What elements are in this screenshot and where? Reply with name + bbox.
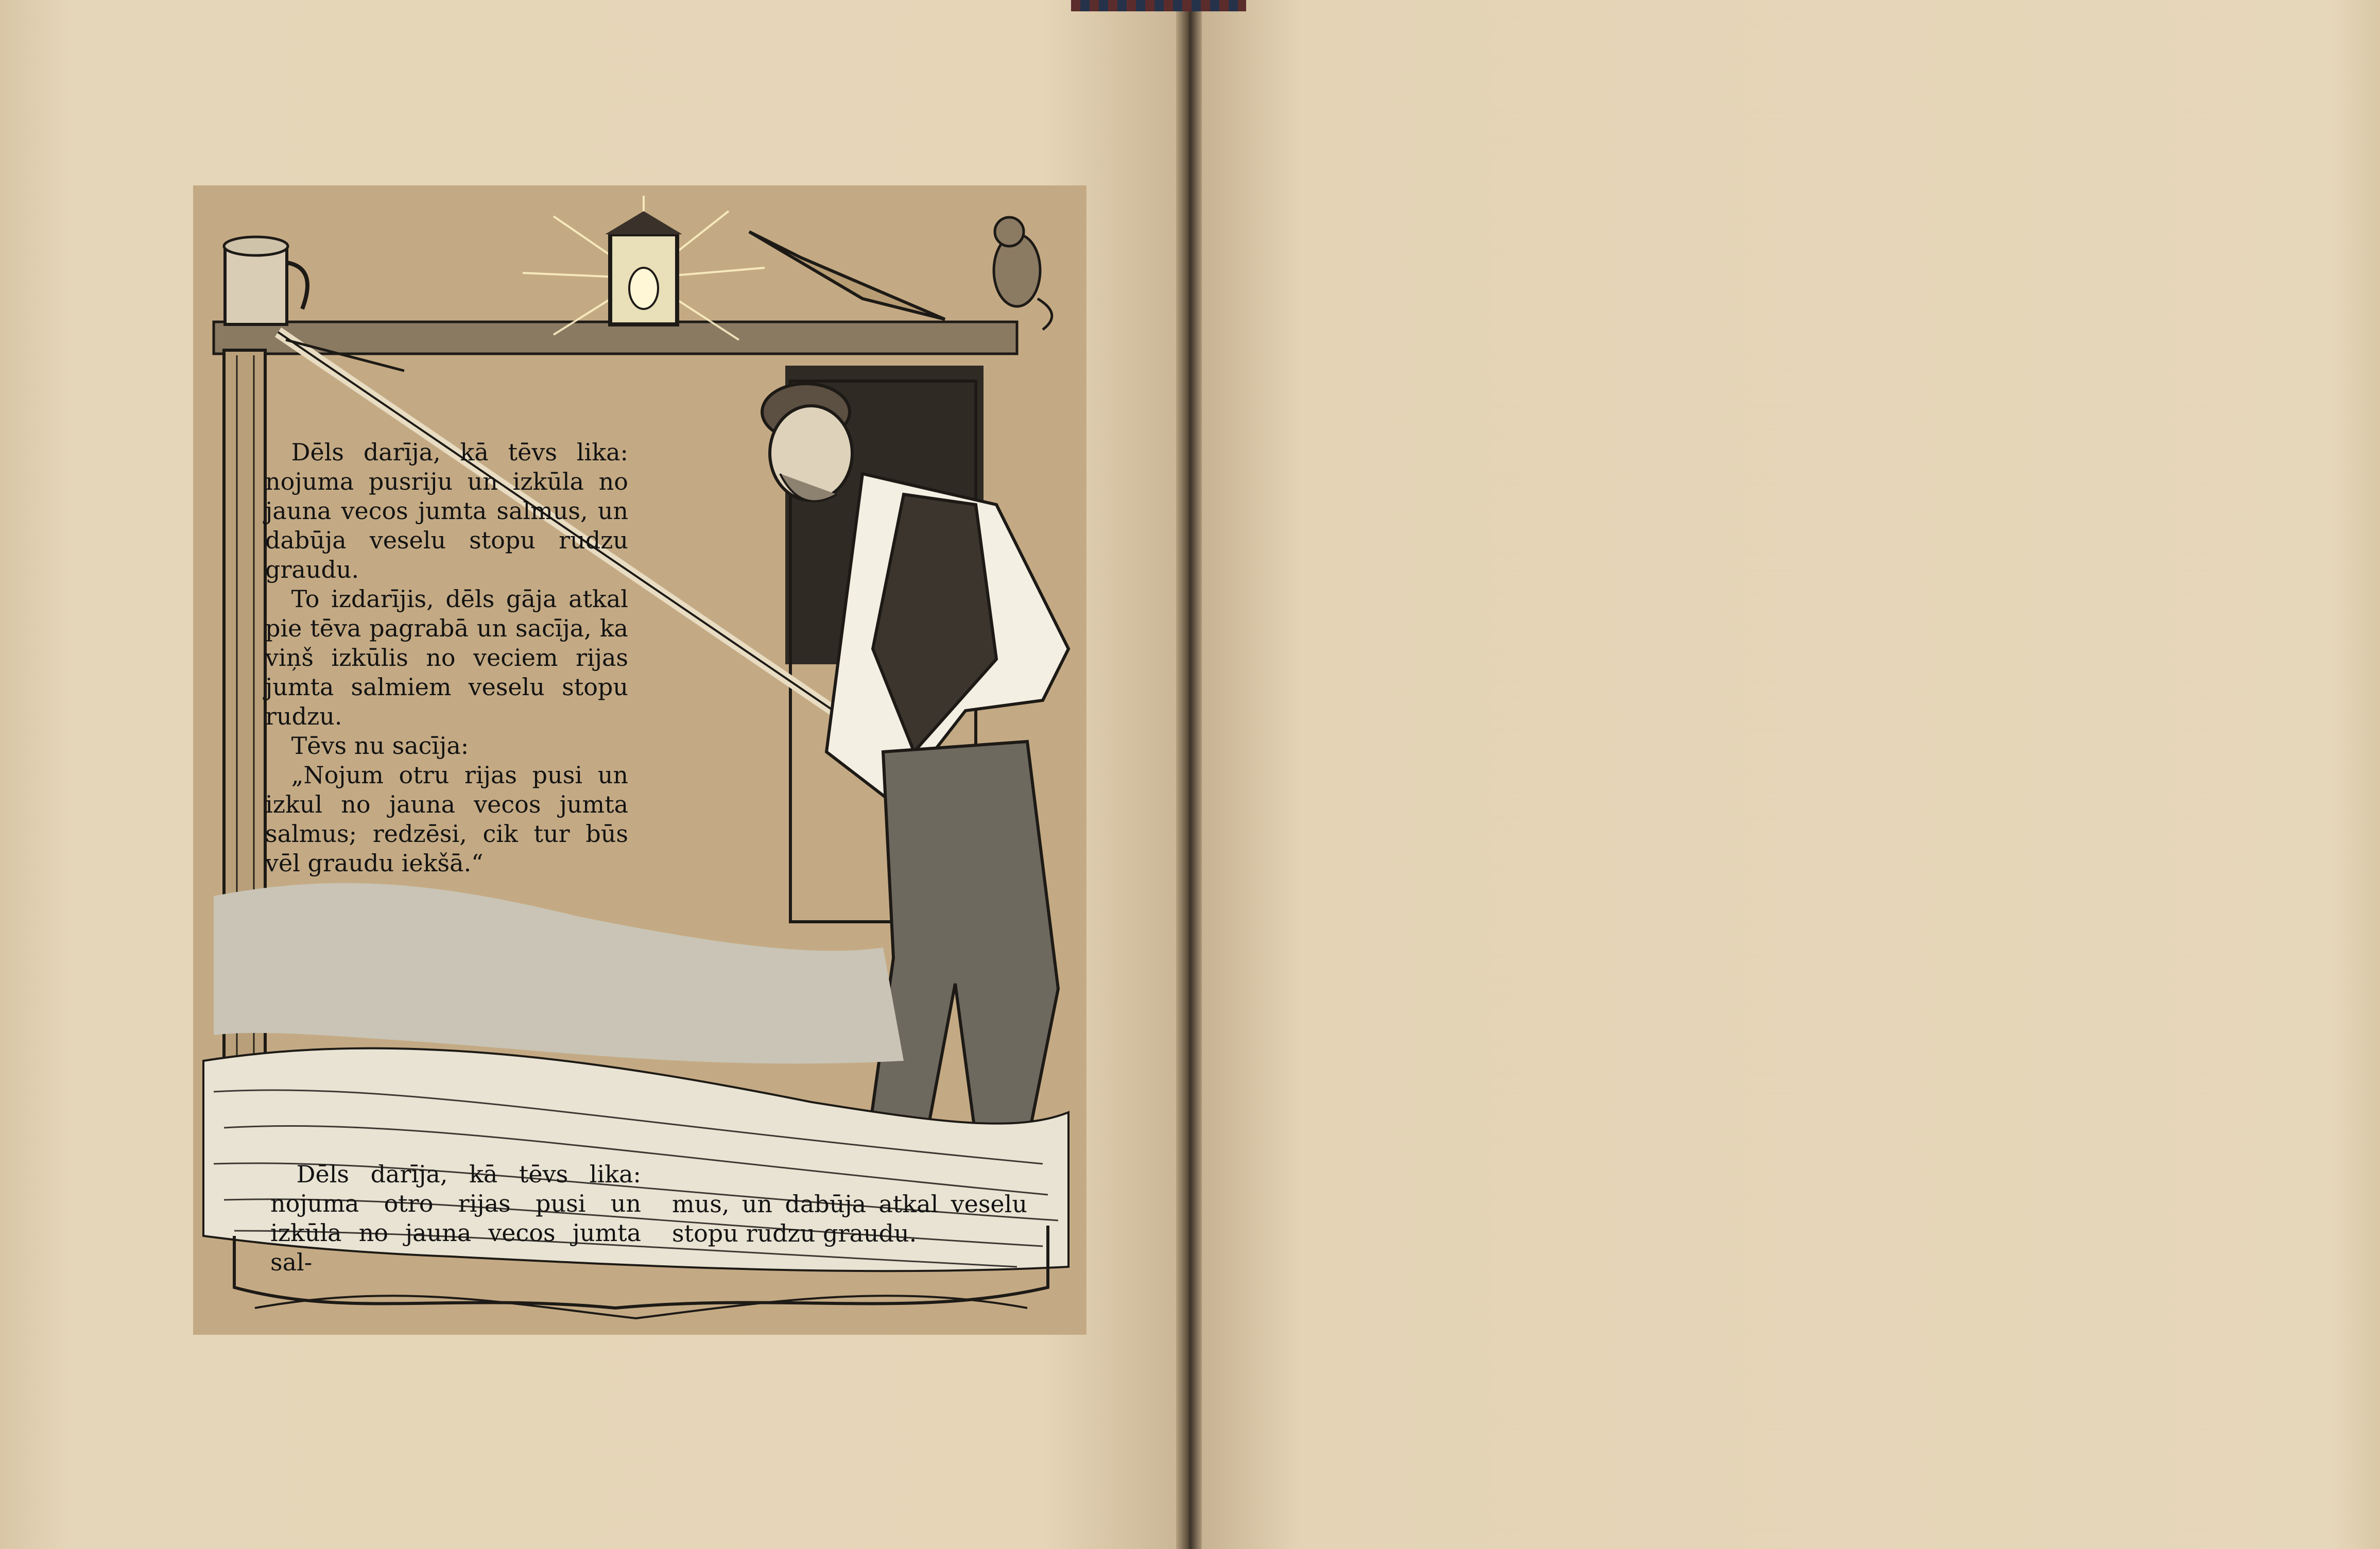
- text-block-upper: [265, 438, 628, 878]
- paragraph: Tēvs nu sacīja:: [291, 732, 469, 760]
- paragraph: mus, un dabūja atkal veselu stopu rudzu graudu.: [672, 1190, 1027, 1247]
- paragraph: To izdarījis, dēls gāja atkal pie tēva pagrabā un sacīja, ka viņš izkūlis no veciem rijas jumta salmiem veselu stopu rudzu.: [265, 585, 628, 730]
- paragraph: „Nojum otru rijas pusi un izkul no jauna vecos jumta salmus; redzēsi, cik tur būs vēl graudu iekšā.“: [265, 761, 628, 877]
- text-block-lower-col2: [672, 1190, 1027, 1248]
- left-page: [0, 0, 1184, 1549]
- mug-icon: [224, 237, 307, 324]
- spine-binding-strip: [1071, 0, 1246, 11]
- shelf-beam: [214, 322, 1017, 354]
- text-block-lower-col1: [270, 1160, 641, 1277]
- paragraph: Dēls darīja, kā tēvs lika: nojuma otro rijas pusi un izkūla no jauna vecos jumta sal-: [270, 1160, 641, 1276]
- right-page: [1194, 0, 2380, 1549]
- illustration-plate-threshing: [193, 185, 1086, 1335]
- rat-icon: [994, 217, 1052, 330]
- book-gutter: [1176, 0, 1202, 1549]
- lantern-icon: [523, 196, 765, 340]
- wooden-tool: [749, 232, 945, 319]
- paragraph: Dēls darīja, kā tēvs lika: nojuma pusriju un izkūla no jauna vecos jumta salmus, un dabūja veselu stopu rudzu graudu.: [265, 438, 628, 583]
